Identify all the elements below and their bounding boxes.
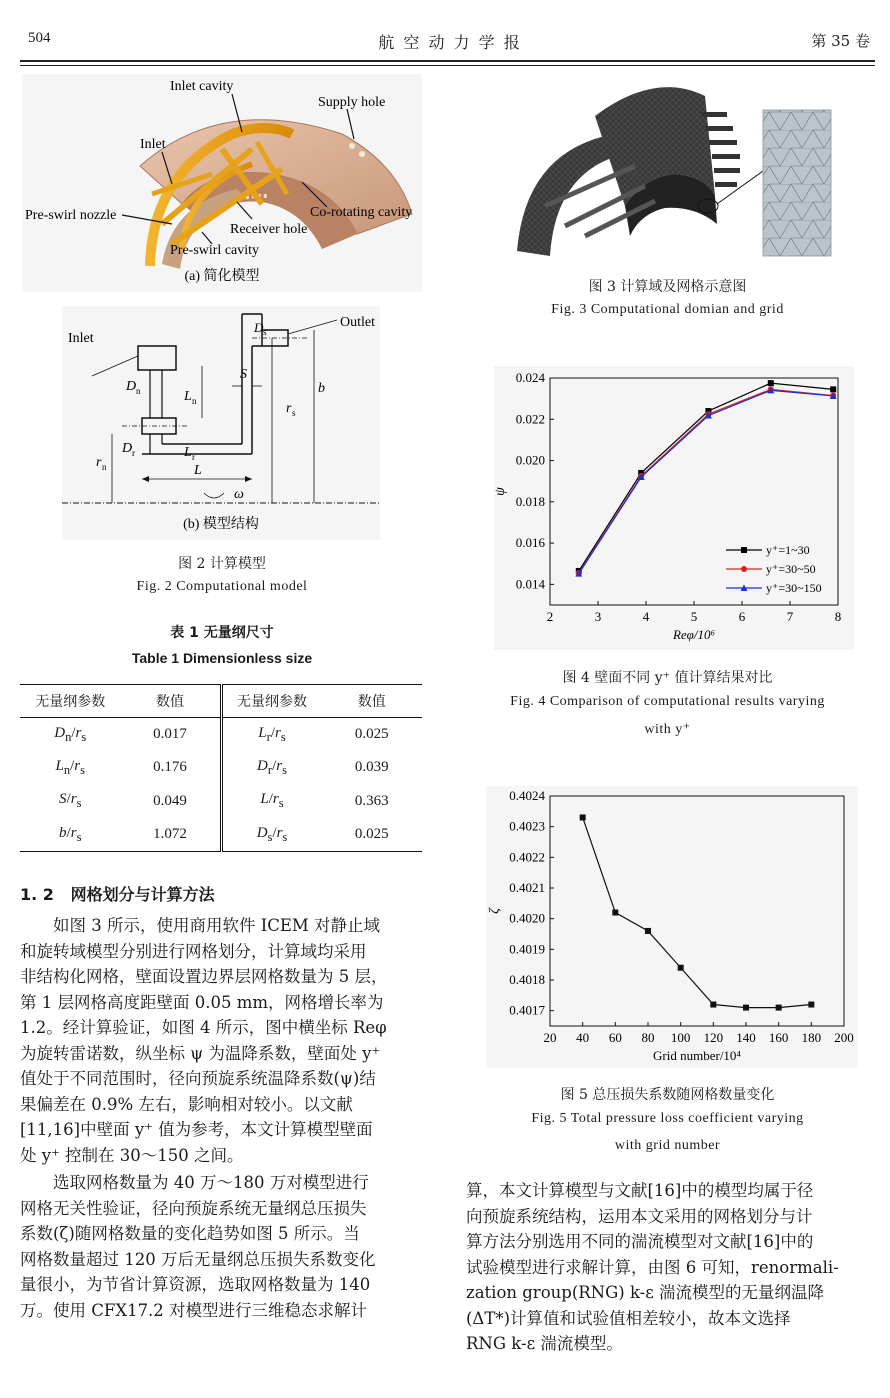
label-inlet: Inlet <box>140 137 166 152</box>
fig3-caption-cn: 图 3 计算域及网格示意图 <box>588 279 747 295</box>
y-tick-label: 0.016 <box>515 535 545 551</box>
fig3-mesh-illustration <box>505 76 835 262</box>
x-tick-label: 60 <box>608 1030 622 1045</box>
data-point <box>743 1005 749 1011</box>
fig2a-illustration <box>22 74 422 292</box>
x-tick-label: 120 <box>703 1030 724 1045</box>
value-cell: 1.072 <box>121 818 222 852</box>
fig4-chart <box>494 366 854 650</box>
value-cell: 0.363 <box>354 792 389 809</box>
y-axis-label: ζ <box>487 908 502 914</box>
label-Ds-sub: s <box>263 327 267 337</box>
legend-label: y⁺=30~150 <box>766 581 822 595</box>
label-Dr: D <box>122 441 133 456</box>
table-row <box>20 818 422 852</box>
label-omega: ω <box>234 487 244 502</box>
x-axis-label: Grid number/10⁴ <box>653 1048 741 1063</box>
y-tick-label: 0.4017 <box>509 1002 545 1018</box>
text-line: 向预旋系统结构，运用本文采用的网格划分与计 <box>466 1206 813 1226</box>
journal-title: 航 空 动 力 学 报 <box>378 33 522 52</box>
fig2-caption-en: Fig. 2 Computational model <box>136 579 308 594</box>
plot-frame <box>550 796 844 1026</box>
text-line: 和旋转域模型分别进行网格划分，计算域均采用 <box>20 941 367 961</box>
label-b: b <box>318 381 325 396</box>
value-cell: 0.025 <box>354 726 389 742</box>
x-tick-label: 180 <box>801 1030 822 1045</box>
text-line: RNG k-ε 湍流模型。 <box>466 1334 623 1353</box>
text-line: [11,16]中壁面 y⁺ 值为参考，本文计算模型壁面 <box>20 1120 373 1139</box>
th-param-2: 无量纲参数 <box>237 694 307 710</box>
legend-label: y⁺=1~30 <box>766 543 810 557</box>
fig5-panel <box>486 786 858 1068</box>
label-Dn: D <box>126 379 137 394</box>
data-point <box>776 1005 782 1011</box>
dimensionless-table <box>20 684 422 852</box>
param-cell: $L_n/r_s$ <box>55 757 85 777</box>
text-line: 值处于不同范围时，径向预旋系统温降系数(ψ)结 <box>20 1069 376 1088</box>
x-tick-label: 6 <box>738 609 746 624</box>
x-tick-label: 200 <box>834 1030 854 1045</box>
table-row <box>20 718 422 752</box>
paragraph-2 <box>20 1170 425 1323</box>
text-line: 非结构化网格，壁面设置边界层网格数量为 5 层， <box>20 967 388 986</box>
text-line: 选取网格数量为 40 万～180 万对模型进行 <box>53 1173 369 1192</box>
text-line: 网格无关性验证，径向预旋系统无量纲总压损失 <box>20 1198 367 1218</box>
fig4-caption-en-1: Fig. 4 Comparison of computational results varying <box>510 694 825 709</box>
y-tick-label: 0.014 <box>515 576 545 592</box>
header-rule-bottom <box>20 65 875 66</box>
fig3-panel <box>505 76 835 262</box>
data-point <box>612 910 618 916</box>
label-Ln: L <box>184 389 192 404</box>
label-Dn-sub: n <box>136 386 141 396</box>
y-tick-label: 0.4022 <box>509 849 545 865</box>
data-point <box>580 814 586 820</box>
label-rn: r <box>96 455 102 470</box>
section-title: 网格划分与计算方法 <box>70 885 215 904</box>
label-Ds: D <box>254 320 264 335</box>
text-line: zation group(RNG) k-ε 湍流模型的无量纲温降 <box>466 1283 825 1302</box>
legend-marker <box>741 566 747 572</box>
x-tick-label: 4 <box>642 609 650 624</box>
fig2a-subcaption: (a) 简化模型 <box>184 269 260 284</box>
x-tick-label: 160 <box>768 1030 789 1045</box>
text-line: 第 1 层网格高度距壁面 0.05 mm，网格增长率为 <box>20 992 384 1012</box>
th-value-2: 数值 <box>357 694 386 710</box>
label-co-rotating-cavity: Co-rotating cavity <box>310 205 413 220</box>
legend-marker <box>741 547 747 553</box>
text-line: 为旋转雷诺数，纵坐标 ψ 为温降系数，壁面处 y⁺ <box>20 1043 381 1063</box>
y-axis-label: ψ <box>494 487 508 496</box>
x-tick-label: 80 <box>641 1030 655 1045</box>
fig5-caption-en-2: with grid number <box>614 1138 721 1153</box>
label-rs-sub: s <box>292 408 296 418</box>
y-tick-label: 0.018 <box>515 493 545 509</box>
text-line: 算方法分别选用不同的湍流模型对文献[16]中的 <box>466 1232 814 1251</box>
text-line: 万。使用 CFX17.2 对模型进行三维稳态求解计 <box>20 1300 368 1320</box>
data-point <box>678 965 684 971</box>
body-left-column <box>20 913 425 1323</box>
data-point <box>808 1002 814 1008</box>
fig5-chart <box>486 786 858 1068</box>
text-line: 处 y⁺ 控制在 30～150 之间。 <box>20 1145 244 1165</box>
param-cell: $D_r/r_s$ <box>257 757 287 777</box>
label-Dr-sub: r <box>132 448 135 458</box>
value-cell: 0.039 <box>354 759 389 776</box>
x-tick-label: 2 <box>546 609 554 624</box>
value-cell: 0.049 <box>121 785 222 819</box>
param-cell: $D_s/r_s$ <box>256 824 288 844</box>
x-axis-label: Reφ/10⁶ <box>672 627 716 642</box>
fig2b-subcaption: (b) 模型结构 <box>183 517 259 532</box>
y-tick-label: 0.022 <box>515 411 545 427</box>
text-line: 量很小，为节省计算资源，选取网格数量为 140 <box>20 1275 371 1294</box>
table-row <box>20 751 422 785</box>
table1-caption-cn: 表 1 无量纲尺寸 <box>170 625 274 641</box>
x-tick-label: 140 <box>736 1030 756 1045</box>
text-line: 网格数量超过 120 万后无量纲总压损失系数变化 <box>20 1249 376 1269</box>
header-rule-top <box>20 60 875 62</box>
label-L: L <box>194 463 202 478</box>
fig5-caption-en-1: Fig. 5 Total pressure loss coefficient varying <box>531 1111 804 1126</box>
label-rn-sub: n <box>102 462 107 472</box>
fig4-caption-en-2: with y⁺ <box>644 722 691 737</box>
body-right-column <box>466 1178 874 1357</box>
fig5-caption-cn: 图 5 总压损失系数随网格数量变化 <box>560 1087 775 1103</box>
volume-label: 第 35 卷 <box>811 32 870 50</box>
label-Lr: L <box>184 445 192 460</box>
label-inlet-cavity: Inlet cavity <box>170 79 234 94</box>
x-tick-label: 8 <box>834 609 842 624</box>
page-number: 504 <box>28 30 51 46</box>
text-line: (ΔT*)计算值和试验值相差较小，故本文选择 <box>466 1308 791 1328</box>
table1-caption-en: Table 1 Dimensionless size <box>131 650 313 666</box>
param-cell: $D_n/r_s$ <box>54 724 87 744</box>
text-line: 如图 3 所示，使用商用软件 ICEM 对静止域 <box>53 916 381 935</box>
th-value-1: 数值 <box>121 685 222 718</box>
y-tick-label: 0.020 <box>515 452 545 468</box>
x-tick-label: 100 <box>670 1030 691 1045</box>
y-tick-label: 0.4023 <box>509 818 545 834</box>
param-cell: $L/r_s$ <box>260 791 284 811</box>
label-receiver-hole: Receiver hole <box>230 222 308 237</box>
fig2b-panel <box>62 306 380 540</box>
label-S: S <box>240 367 247 382</box>
label-b-inlet: Inlet <box>68 331 94 346</box>
value-cell: 0.025 <box>354 826 389 842</box>
fig4-caption-cn: 图 4 壁面不同 y⁺ 值计算结果对比 <box>562 670 773 686</box>
y-tick-label: 0.4020 <box>509 910 545 926</box>
y-tick-label: 0.024 <box>515 370 545 385</box>
section-heading <box>20 882 215 905</box>
label-Ln-sub: n <box>192 396 197 406</box>
value-cell: 0.176 <box>121 751 222 785</box>
table-row <box>20 785 422 819</box>
label-supply-hole: Supply hole <box>318 95 386 110</box>
x-tick-label: 20 <box>543 1030 557 1045</box>
label-pre-swirl-cavity: Pre-swirl cavity <box>170 243 260 258</box>
y-tick-label: 0.4018 <box>509 972 545 987</box>
label-rs: r <box>286 401 292 416</box>
y-tick-label: 0.4019 <box>509 941 545 957</box>
y-tick-label: 0.4024 <box>509 788 545 803</box>
label-b-outlet: Outlet <box>340 315 375 330</box>
fig2a-panel <box>22 74 422 292</box>
fig3-caption-en: Fig. 3 Computational domian and grid <box>551 302 784 317</box>
data-point <box>768 380 774 386</box>
data-point <box>710 1002 716 1008</box>
text-line: 1.2。经计算验证，如图 4 所示，图中横坐标 Reφ <box>20 1018 387 1037</box>
fig4-panel <box>494 366 854 650</box>
x-tick-label: 7 <box>786 609 794 624</box>
x-tick-label: 5 <box>690 609 698 624</box>
param-cell: $b/r_s$ <box>59 824 82 844</box>
text-line: 果偏差在 0.9% 左右，影响相对较小。以文献 <box>20 1094 353 1114</box>
x-tick-label: 3 <box>594 609 602 624</box>
label-pre-swirl-nozzle: Pre-swirl nozzle <box>25 208 117 223</box>
param-cell: $L_r/r_s$ <box>258 724 286 744</box>
section-number: 1. 2 <box>20 885 54 904</box>
data-point <box>645 928 651 934</box>
y-tick-label: 0.4021 <box>509 880 545 895</box>
fig2b-schematic <box>62 306 380 540</box>
fig2-caption-cn: 图 2 计算模型 <box>178 556 266 572</box>
legend-label: y⁺=30~50 <box>766 562 816 576</box>
param-cell: $S/r_s$ <box>59 791 82 811</box>
label-Lr-sub: r <box>192 452 195 462</box>
th-param-1: 无量纲参数 <box>35 694 106 710</box>
data-point <box>830 386 836 392</box>
value-cell: 0.017 <box>121 718 222 752</box>
x-tick-label: 40 <box>576 1030 590 1045</box>
text-line: 算，本文计算模型与文献[16]中的模型均属于径 <box>466 1181 814 1200</box>
text-line: 系数(ζ)随网格数量的变化趋势如图 5 所示。当 <box>20 1224 360 1243</box>
text-line: 试验模型进行求解计算，由图 6 可知，renormali- <box>466 1257 839 1277</box>
